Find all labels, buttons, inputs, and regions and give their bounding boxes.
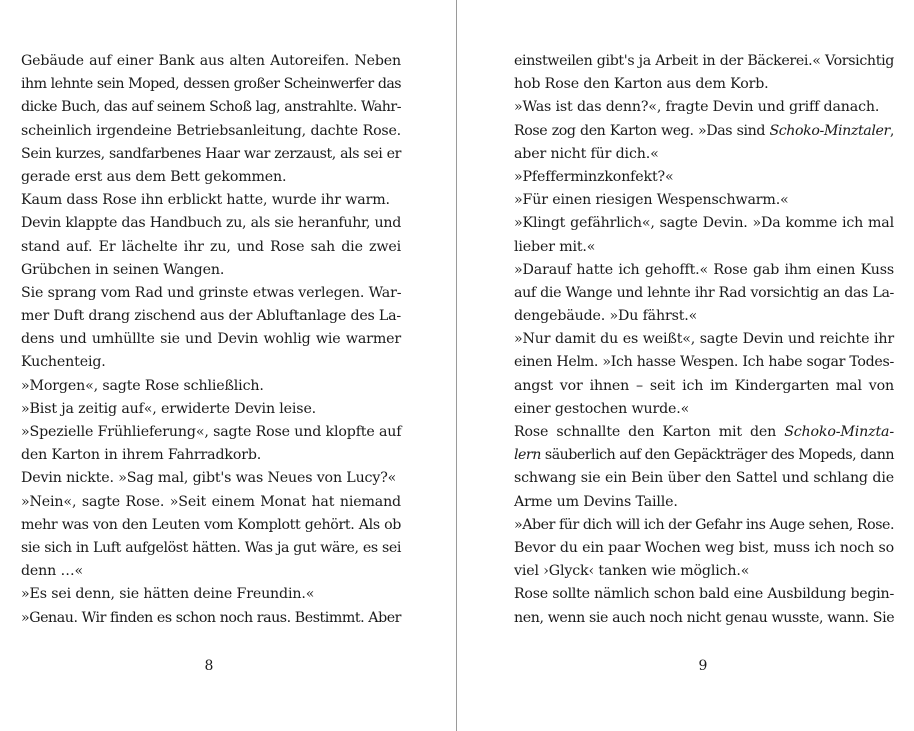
text-segment: säuberlich auf den Gepäckträger des Mopeds, dann bbox=[540, 447, 894, 464]
text-line: »Bist ja zeitig auf«, erwiderte Devin leise. bbox=[21, 400, 317, 417]
text-line: mer Duft drang zischend aus der Abluftanlage des La- bbox=[21, 308, 401, 325]
text-line: »Genau. Wir finden es schon noch raus. Bestimmt. Aber bbox=[21, 609, 401, 626]
text-line: »Pfefferminzkonfekt?« bbox=[514, 168, 674, 185]
text-line bbox=[514, 120, 894, 143]
left-page-text bbox=[21, 50, 401, 630]
text-line: »Nein«, sagte Rose. »Seit einem Monat hat niemand bbox=[21, 493, 401, 510]
text-line: Grübchen in seinen Wangen. bbox=[21, 261, 225, 278]
text-segment: Rose schnallte den Karton mit den bbox=[514, 424, 785, 440]
text-line: »Es sei denn, sie hätten deine Freundin.« bbox=[21, 586, 315, 603]
text-line: ihm lehnte sein Moped, dessen großer Scheinwerfer das bbox=[21, 76, 401, 93]
page-number-left: 8 bbox=[204, 658, 214, 674]
text-line: »Klingt gefährlich«, sagte Devin. »Da komme ich mal bbox=[514, 215, 894, 232]
text-line: mehr was von den Leuten vom Komplott gehört. Als ob bbox=[21, 516, 401, 533]
text-line: denn …« bbox=[21, 563, 84, 580]
text-line: Devin klappte das Handbuch zu, als sie heranfuhr, und bbox=[21, 215, 401, 232]
text-line: sie sich in Luft aufgelöst hätten. Was ja gut wäre, es sei bbox=[21, 539, 401, 556]
page-number-right: 9 bbox=[698, 658, 708, 674]
text-line: viel ›Glyck‹ tanken wie möglich.« bbox=[514, 563, 750, 580]
text-line: Bevor du ein paar Wochen weg bist, muss ich noch so bbox=[514, 539, 894, 556]
text-line: Devin nickte. »Sag mal, gibt's was Neues von Lucy?« bbox=[21, 470, 397, 487]
text-line: den Karton in ihrem Fahrradkorb. bbox=[21, 447, 262, 464]
text-line: lieber mit.« bbox=[514, 238, 596, 255]
text-line: »Spezielle Frühlieferung«, sagte Rose und klopfte auf bbox=[21, 424, 402, 440]
text-line: Rose sollte nämlich schon bald eine Ausbildung begin- bbox=[514, 586, 894, 603]
text-line: gerade erst aus dem Bett gekommen. bbox=[21, 168, 287, 185]
text-line: schwang sie ein Bein über den Sattel und schlang die bbox=[514, 470, 894, 487]
text-line: stand auf. Er lächelte ihr zu, und Rose sah die zwei bbox=[21, 238, 401, 255]
text-line: »Morgen«, sagte Rose schließlich. bbox=[21, 377, 264, 394]
text-line: dens und umhüllte sie und Devin wohlig wie warmer bbox=[21, 331, 401, 348]
text-line bbox=[514, 421, 894, 444]
text-line: scheinlich irgendeine Betriebsanleitung, dachte Rose. bbox=[21, 122, 401, 139]
text-segment: , bbox=[889, 122, 894, 139]
page-gutter-divider bbox=[456, 0, 457, 731]
text-line: »Für einen riesigen Wespenschwarm.« bbox=[514, 192, 789, 209]
text-line: »Was ist das denn?«, fragte Devin und griff danach. bbox=[514, 99, 880, 116]
text-line: angst vor ihnen – seit ich im Kindergarten mal von bbox=[514, 377, 894, 394]
text-line bbox=[514, 444, 894, 467]
text-line: »Nur damit du es weißt«, sagte Devin und reichte ihr bbox=[514, 331, 894, 348]
text-line: Sie sprang vom Rad und grinste etwas verlegen. War- bbox=[21, 284, 402, 301]
text-line: Arme um Devins Taille. bbox=[514, 493, 678, 510]
text-line: dengebäude. »Du fährst.« bbox=[514, 308, 698, 325]
right-page-text bbox=[514, 50, 894, 630]
text-segment: Rose zog den Karton weg. »Das sind bbox=[514, 122, 770, 139]
text-line: einer gestochen wurde.« bbox=[514, 400, 690, 417]
text-line: auf die Wange und lehnte ihr Rad vorsichtig an das La- bbox=[514, 284, 894, 301]
text-line: nen, wenn sie auch noch nicht genau wusste, wann. Sie bbox=[514, 609, 895, 626]
text-line: Sein kurzes, sandfarbenes Haar war zerzaust, als sei er bbox=[21, 145, 401, 162]
text-line: einen Helm. »Ich hasse Wespen. Ich habe sogar Todes- bbox=[514, 354, 894, 371]
text-line: »Darauf hatte ich gehofft.« Rose gab ihm einen Kuss bbox=[514, 261, 894, 278]
text-line: aber nicht für dich.« bbox=[514, 145, 659, 162]
italic-text: lern bbox=[514, 447, 541, 464]
text-line: Kaum dass Rose ihn erblickt hatte, wurde ihr warm. bbox=[21, 192, 390, 209]
italic-text: Schoko-Minztaler bbox=[769, 122, 890, 139]
italic-text: Schoko-Minzta- bbox=[784, 424, 894, 440]
text-line: Kuchenteig. bbox=[21, 354, 106, 371]
text-line: »Aber für dich will ich der Gefahr ins Auge sehen, Rose. bbox=[514, 516, 895, 533]
text-line: hob Rose den Karton aus dem Korb. bbox=[514, 76, 769, 93]
text-line: einstweilen gibt's ja Arbeit in der Bäckerei.« Vorsichtig bbox=[514, 53, 894, 69]
text-line: dicke Buch, das auf seinem Schoß lag, anstrahlte. Wahr- bbox=[21, 99, 401, 116]
text-line: Gebäude auf einer Bank aus alten Autoreifen. Neben bbox=[21, 53, 401, 69]
